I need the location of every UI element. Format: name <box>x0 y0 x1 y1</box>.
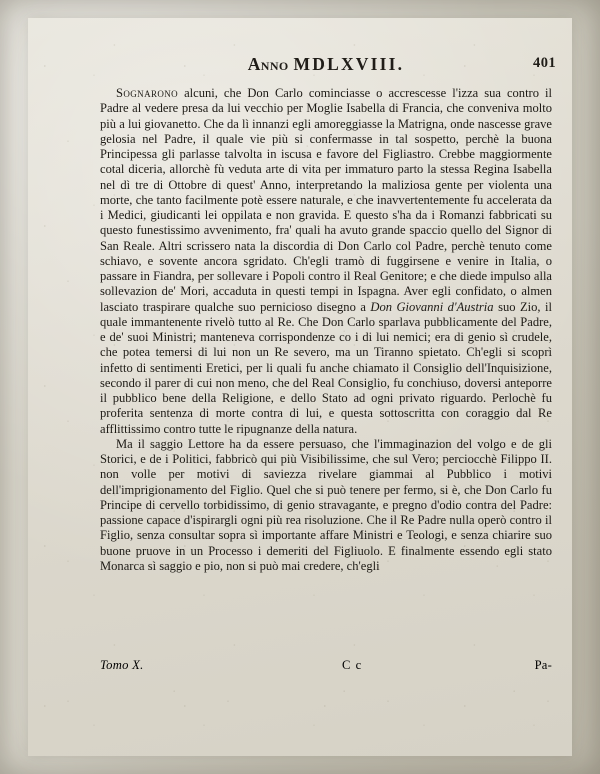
page-text-block <box>100 54 556 574</box>
volume-signature: Tomo X. <box>100 658 144 672</box>
running-head-prefix: Anno <box>247 54 289 74</box>
page-footer <box>100 658 552 673</box>
opening-small-caps: Sognarono <box>116 86 179 100</box>
paragraph-2: Ma il saggio Lettore ha da essere persuaso, che l'immaginazion del volgo e de gli Storici, e de i Politici, fabbricò qui più Visibilissime, che sul Vero; perciocchè Filippo II. non volle per motivi di saviezza rivelare giammai al Pubblico i motivi dell'imprigionamento del Figlio. Quel che si può tenere per fermo, si è, che Don Carlo fu Principe di cervello torbidissimo, di genio stravagante, e pregno d'odio contra del Padre: passione capace d'ispirargli ogni più rea risoluzione. Che il Re Padre nulla operò contro il Figlio, senza consultar sopra sì importante affare Ministri e Teologi, e senza chiarire suo buone pruove in un Processo i demeriti del Figliuolo. E finalmente essendo egli stato Monarca sì saggio e pio, non si può mai credere, ch'egli <box>100 436 552 573</box>
quire-signature: C c <box>342 658 363 672</box>
paragraph-1-text: alcuni, che Don Carlo cominciasse o accrescesse l'izza sua contro il Padre al vedere presa da lui vecchio per Moglie Isabella di Francia, che conveniva molto più a lui giovanetto. Che da lì innanzi egli amoreggiasse la Matrigna, onde nascesse grave gelosia nel Padre, il quale vie più si confermasse in tal sospetto, perchè la buona Principessa gli parlasse talvolta in iscusa e favore del Figliastro. Crebbe maggiormente cotal diceria, allorchè fù veduta arte di vita per immaturo parto la stessa Regina Isabella nel dì tre di Ottobre di quest' Anno, interpretando la maliziosa gente per violenta una morte, che tanto facilmente potè essere naturale, e che inavvertentemente fu accelerata da i Medici, giudicanti lei oppilata e non gravida. E questo s'ha da i Romanzi fabbricati su questo funestissimo avvenimento, fra' quali ha avuto grande spaccio quello del Signor di San Reale. Altri scrissero nata la discordia di Don Carlo col Padre, perchè tenuto come schiavo, e sovente ancora sgridato. Ch'egli tramò di fuggirsene e venire in Italia, o passare in Fiandra, per sollevare i Popoli contro il Real Genitore; e che diede impulso alla sollevazion de' Mori, accaduta in questi tempi in Ispagna. Aver egli confidato, o almen lasciato traspirare qualche suo pernicioso disegno a Don Giovanni d'Austria suo Zio, il quale immantenente rivelò tutto al Re. Che Don Carlo sparlava pubblicamente del Padre, e de' suoi Ministri; manteneva corrispondenze co i di lui nemici; era di genio sì crudele, che potea temersi di lui non un Re severo, ma un Tiranno spietato. Ch'egli si scoprì infetto di sentimenti Eretici, per li quali fu anche chiamato il Consiglio dell'Inquisizione, secondo il parer di cui non meno, che del Real Consiglio, fu conchiuso, doversi anteporre il pubblico bene della Religione, e dello Stato ad ogni privato riguardo. Perlochè fu proferita sentenza di morte contra di lui, e questa sottoscritta con coraggio dal Re afflittissimo contro tutte le ripugnanze della natura. <box>100 86 552 436</box>
paragraph-1 <box>100 86 552 437</box>
body-text <box>100 86 552 574</box>
running-head <box>100 54 556 75</box>
catchword: Pa- <box>534 658 552 672</box>
book-page <box>28 18 572 756</box>
folio-number: 401 <box>533 55 556 71</box>
running-head-year: MDLXVIII. <box>293 54 405 74</box>
